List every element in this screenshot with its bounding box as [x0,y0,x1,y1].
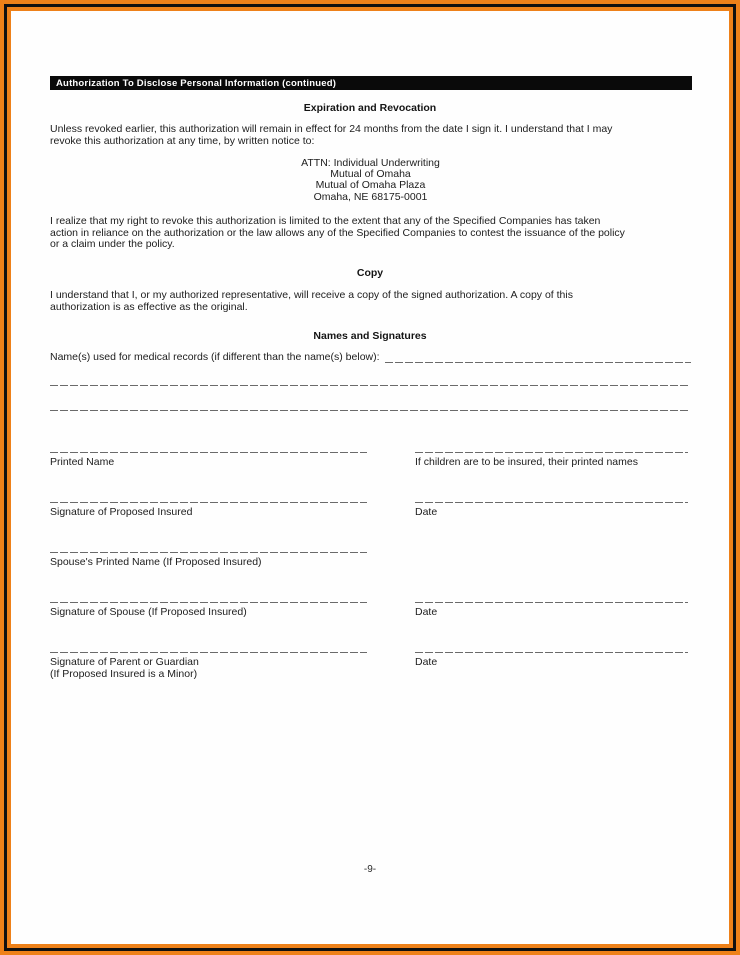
signature-label: Signature of Spouse (If Proposed Insured) [50,606,247,618]
names-fill-line-2 [50,410,688,411]
paragraph-revocation-limits: I realize that my right to revoke this authorization is limited to the extent that any of the Specified Companies has taken action in reliance on the authorization or the law allows any of the Specified Companies to contest the issuance of the policy or a claim under the policy. [50,215,625,251]
signature-line [50,652,367,653]
signature-line [415,452,688,453]
signature-cell-parent-guardian [50,652,367,702]
signature-line [415,652,688,653]
signature-cell-empty [415,552,688,602]
paragraph-copy-terms: I understand that I, or my authorized representative, will receive a copy of the signed authorization. A copy of this authorization is as effective as the original. [50,289,573,313]
paragraph-revocation-terms: Unless revoked earlier, this authorization will remain in effect for 24 months from the date I sign it. I understand that I may revoke this authorization at any time, by written notice to: [50,123,613,147]
heading-expiration-revocation: Expiration and Revocation [303,102,437,114]
document-page [11,11,729,944]
signature-line [50,602,367,603]
signature-label: Date [415,606,438,618]
signature-cell-children-names [415,452,688,502]
signature-cell-proposed-insured [50,502,367,552]
heading-names-signatures: Names and Signatures [313,330,427,342]
section-title-bar-text: Authorization To Disclose Personal Information (continued) [56,77,337,89]
signature-cell-date-3 [415,652,688,702]
signature-label: Signature of Proposed Insured [50,506,193,518]
signature-label: Printed Name [50,456,115,468]
signature-line [50,502,367,503]
signature-cell-spouse-printed-name [50,552,367,602]
signature-cell-spouse-signature [50,602,367,652]
names-fill-line-1 [50,385,688,386]
signature-cell-printed-name [50,452,367,502]
signature-cell-date-2 [415,602,688,652]
heading-copy: Copy [356,267,384,279]
medical-records-names-label: Name(s) used for medical records (if different than the name(s) below): [50,351,380,363]
signature-line [415,502,688,503]
page-frame-orange-inner [7,7,733,948]
attn-address-block: ATTN: Individual Underwriting Mutual of Omaha Mutual of Omaha Plaza Omaha, NE 68175-0001 [301,157,440,203]
page-number: -9- [363,864,377,875]
medical-records-names-row [50,351,691,363]
signature-label: Date [415,656,438,668]
signature-cell-date-1 [415,502,688,552]
signature-line [415,602,688,603]
signature-label: Date [415,506,438,518]
signature-label: If children are to be insured, their printed names [415,456,638,468]
section-title-bar [50,76,692,90]
page-frame-black [4,4,736,951]
signature-line [50,552,367,553]
signature-label: Spouse's Printed Name (If Proposed Insured) [50,556,262,568]
signature-label: Signature of Parent or Guardian (If Proposed Insured is a Minor) [50,656,199,680]
signature-grid [50,452,688,702]
signature-line [50,452,367,453]
medical-records-fill-line [385,352,691,363]
